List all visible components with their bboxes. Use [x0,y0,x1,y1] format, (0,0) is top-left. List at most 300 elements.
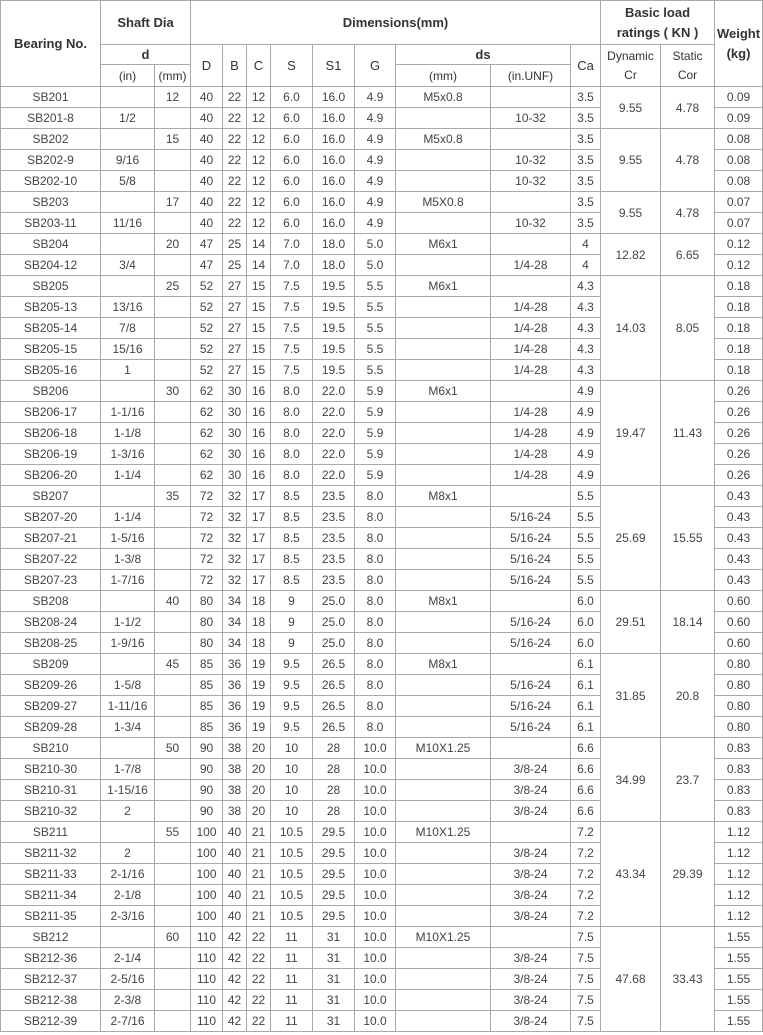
cell-bearing-no: SB208-25 [1,633,101,654]
cell-S1: 19.5 [313,318,355,339]
cell-ds-mm: M10X1.25 [396,822,491,843]
cell-weight: 0.18 [715,297,763,318]
cell-C: 15 [247,276,271,297]
cell-d-mm [155,339,191,360]
header-weight-line2: (kg) [726,45,751,61]
cell-D: 52 [191,360,223,381]
cell-ds-unf: 5/16-24 [491,696,571,717]
cell-weight: 0.07 [715,213,763,234]
cell-B: 32 [223,528,247,549]
cell-D: 72 [191,507,223,528]
header-dynamic-cr [601,45,661,87]
cell-bearing-no: SB209-28 [1,717,101,738]
cell-bearing-no: SB210-32 [1,801,101,822]
cell-C: 15 [247,339,271,360]
cell-d-mm: 25 [155,276,191,297]
cell-S1: 19.5 [313,339,355,360]
cell-D: 100 [191,885,223,906]
cell-C: 12 [247,213,271,234]
cell-d-in [101,738,155,759]
cell-S: 10.5 [271,906,313,927]
cell-C: 18 [247,633,271,654]
cell-d-mm [155,465,191,486]
cell-weight: 0.60 [715,633,763,654]
cell-bearing-no: SB212-36 [1,948,101,969]
cell-D: 100 [191,822,223,843]
cell-G: 5.0 [355,255,396,276]
cell-bearing-no: SB201-8 [1,108,101,129]
cell-D: 40 [191,192,223,213]
cell-S1: 16.0 [313,108,355,129]
cell-S1: 18.0 [313,255,355,276]
cell-ds-unf: 5/16-24 [491,528,571,549]
cell-ds-mm [396,255,491,276]
cell-C: 19 [247,675,271,696]
cell-weight: 0.18 [715,339,763,360]
cell-Ca: 6.6 [571,759,601,780]
cell-d-mm [155,444,191,465]
cell-S: 9 [271,591,313,612]
cell-ds-unf: 3/8-24 [491,801,571,822]
header-row-1 [1,1,763,45]
cell-bearing-no: SB212 [1,927,101,948]
cell-D: 62 [191,423,223,444]
cell-G: 10.0 [355,822,396,843]
cell-dynamic-cr: 9.55 [601,192,661,234]
cell-d-in: 1-1/2 [101,612,155,633]
cell-S: 9.5 [271,696,313,717]
cell-Ca: 4.3 [571,297,601,318]
cell-D: 80 [191,591,223,612]
cell-ds-mm [396,423,491,444]
cell-ds-unf [491,129,571,150]
cell-static-cor: 29.39 [661,822,715,927]
cell-S1: 16.0 [313,192,355,213]
cell-bearing-no: SB208 [1,591,101,612]
cell-S1: 25.0 [313,633,355,654]
cell-S1: 22.0 [313,423,355,444]
cell-D: 40 [191,87,223,108]
cell-S: 8.5 [271,507,313,528]
table-row [1,738,763,759]
cell-ds-unf: 5/16-24 [491,612,571,633]
cell-d-mm [155,570,191,591]
cell-weight: 0.26 [715,444,763,465]
cell-Ca: 6.1 [571,717,601,738]
cell-C: 12 [247,171,271,192]
cell-B: 30 [223,402,247,423]
cell-ds-unf: 5/16-24 [491,549,571,570]
cell-d-mm: 35 [155,486,191,507]
cell-bearing-no: SB206 [1,381,101,402]
cell-ds-unf: 1/4-28 [491,255,571,276]
header-dynamic-line2: Cr [624,67,637,82]
cell-d-mm [155,297,191,318]
cell-bearing-no: SB205-16 [1,360,101,381]
cell-bearing-no: SB207-23 [1,570,101,591]
cell-d-mm: 20 [155,234,191,255]
cell-S: 10 [271,759,313,780]
cell-Ca: 5.5 [571,549,601,570]
cell-G: 10.0 [355,738,396,759]
cell-G: 8.0 [355,591,396,612]
cell-bearing-no: SB212-39 [1,1011,101,1032]
cell-d-in [101,822,155,843]
cell-S1: 26.5 [313,696,355,717]
cell-S: 11 [271,990,313,1011]
cell-C: 14 [247,255,271,276]
cell-static-cor: 18.14 [661,591,715,654]
cell-d-in [101,234,155,255]
cell-bearing-no: SB202-9 [1,150,101,171]
cell-C: 16 [247,465,271,486]
cell-d-mm: 55 [155,822,191,843]
cell-C: 17 [247,507,271,528]
cell-B: 22 [223,171,247,192]
cell-S1: 28 [313,738,355,759]
header-dimensions: Dimensions(mm) [191,1,601,45]
cell-B: 27 [223,339,247,360]
cell-d-in: 7/8 [101,318,155,339]
cell-S: 7.0 [271,234,313,255]
header-bearing-no: Bearing No. [1,1,101,87]
cell-d-in: 1-5/16 [101,528,155,549]
cell-ds-unf: 10-32 [491,213,571,234]
cell-weight: 0.12 [715,234,763,255]
cell-B: 30 [223,423,247,444]
header-dim-D: D [191,45,223,87]
cell-Ca: 3.5 [571,213,601,234]
cell-C: 19 [247,717,271,738]
cell-d-mm [155,360,191,381]
cell-B: 22 [223,150,247,171]
cell-d-mm [155,885,191,906]
header-ds-unf: (in.UNF) [491,65,571,87]
header-dim-S1: S1 [313,45,355,87]
cell-D: 62 [191,444,223,465]
cell-C: 17 [247,528,271,549]
cell-G: 10.0 [355,801,396,822]
cell-S: 10.5 [271,885,313,906]
cell-ds-mm: M5x0.8 [396,129,491,150]
header-load-ratings-line1: Basic load [625,4,691,20]
cell-ds-unf: 3/8-24 [491,843,571,864]
cell-weight: 0.80 [715,696,763,717]
cell-weight: 1.12 [715,864,763,885]
cell-ds-unf: 5/16-24 [491,570,571,591]
cell-static-cor: 23.7 [661,738,715,822]
header-load-ratings-line2: ratings ( KN ) [616,24,699,40]
cell-S1: 25.0 [313,612,355,633]
cell-Ca: 3.5 [571,192,601,213]
cell-bearing-no: SB203-11 [1,213,101,234]
cell-D: 52 [191,318,223,339]
table-row [1,927,763,948]
cell-bearing-no: SB212-37 [1,969,101,990]
cell-S1: 28 [313,801,355,822]
cell-D: 52 [191,339,223,360]
cell-C: 20 [247,738,271,759]
cell-B: 34 [223,612,247,633]
cell-d-in: 1-3/4 [101,717,155,738]
cell-ds-mm: M10X1.25 [396,738,491,759]
cell-static-cor: 4.78 [661,192,715,234]
cell-ds-mm: M10X1.25 [396,927,491,948]
cell-ds-unf [491,927,571,948]
cell-G: 4.9 [355,87,396,108]
table-row [1,654,763,675]
cell-ds-unf: 5/16-24 [491,507,571,528]
cell-weight: 0.26 [715,402,763,423]
cell-ds-mm [396,906,491,927]
cell-d-in: 1-1/8 [101,423,155,444]
header-d-mm: (mm) [155,65,191,87]
cell-d-in: 1-3/16 [101,444,155,465]
cell-B: 34 [223,633,247,654]
cell-bearing-no: SB211-34 [1,885,101,906]
cell-ds-mm [396,675,491,696]
cell-S: 8.0 [271,402,313,423]
cell-B: 40 [223,843,247,864]
cell-G: 4.9 [355,108,396,129]
cell-B: 32 [223,549,247,570]
cell-D: 62 [191,465,223,486]
cell-C: 16 [247,423,271,444]
cell-S: 11 [271,948,313,969]
cell-d-mm [155,990,191,1011]
cell-C: 20 [247,759,271,780]
cell-S: 11 [271,1011,313,1032]
cell-C: 18 [247,612,271,633]
cell-d-mm [155,150,191,171]
cell-B: 32 [223,570,247,591]
cell-S: 8.5 [271,549,313,570]
cell-D: 85 [191,675,223,696]
cell-d-mm [155,780,191,801]
cell-S1: 31 [313,948,355,969]
cell-dynamic-cr: 12.82 [601,234,661,276]
cell-B: 42 [223,948,247,969]
header-load-ratings [601,1,715,45]
cell-G: 4.9 [355,192,396,213]
cell-G: 8.0 [355,717,396,738]
cell-C: 22 [247,990,271,1011]
cell-d-in [101,654,155,675]
cell-ds-mm [396,549,491,570]
cell-Ca: 6.1 [571,654,601,675]
cell-d-in: 1-7/16 [101,570,155,591]
cell-G: 10.0 [355,885,396,906]
cell-d-in: 2-3/16 [101,906,155,927]
table-row [1,822,763,843]
cell-Ca: 4.9 [571,381,601,402]
cell-C: 16 [247,444,271,465]
cell-weight: 1.55 [715,927,763,948]
cell-S1: 29.5 [313,906,355,927]
cell-B: 36 [223,696,247,717]
cell-G: 5.9 [355,465,396,486]
cell-Ca: 3.5 [571,150,601,171]
cell-B: 25 [223,234,247,255]
cell-weight: 0.43 [715,486,763,507]
cell-dynamic-cr: 43.34 [601,822,661,927]
cell-bearing-no: SB208-24 [1,612,101,633]
cell-B: 36 [223,654,247,675]
cell-G: 10.0 [355,969,396,990]
cell-ds-mm [396,171,491,192]
cell-d-mm [155,801,191,822]
cell-B: 22 [223,108,247,129]
cell-S1: 22.0 [313,465,355,486]
cell-D: 40 [191,213,223,234]
cell-ds-unf: 3/8-24 [491,780,571,801]
cell-d-in: 1-3/8 [101,549,155,570]
cell-S: 9.5 [271,654,313,675]
cell-S: 9.5 [271,717,313,738]
cell-B: 42 [223,990,247,1011]
cell-ds-unf [491,381,571,402]
cell-S1: 23.5 [313,570,355,591]
cell-Ca: 6.6 [571,738,601,759]
cell-G: 5.9 [355,402,396,423]
cell-S: 6.0 [271,87,313,108]
cell-B: 27 [223,318,247,339]
cell-ds-unf: 1/4-28 [491,360,571,381]
cell-S1: 16.0 [313,87,355,108]
cell-ds-unf: 1/4-28 [491,339,571,360]
cell-S1: 23.5 [313,528,355,549]
cell-ds-unf: 5/16-24 [491,633,571,654]
cell-C: 16 [247,381,271,402]
cell-S: 8.0 [271,444,313,465]
cell-D: 90 [191,780,223,801]
cell-ds-unf: 1/4-28 [491,465,571,486]
cell-d-in: 11/16 [101,213,155,234]
cell-D: 40 [191,150,223,171]
cell-d-mm [155,108,191,129]
cell-G: 8.0 [355,675,396,696]
cell-S: 8.0 [271,423,313,444]
cell-bearing-no: SB210-30 [1,759,101,780]
cell-d-in: 2-3/8 [101,990,155,1011]
cell-d-mm: 40 [155,591,191,612]
cell-Ca: 7.2 [571,822,601,843]
cell-weight: 0.43 [715,507,763,528]
cell-ds-unf: 1/4-28 [491,318,571,339]
cell-ds-unf: 1/4-28 [491,402,571,423]
cell-ds-mm [396,360,491,381]
header-static-cor [661,45,715,87]
cell-C: 19 [247,654,271,675]
cell-G: 8.0 [355,696,396,717]
cell-S1: 22.0 [313,381,355,402]
cell-D: 80 [191,612,223,633]
cell-Ca: 3.5 [571,129,601,150]
cell-d-mm [155,402,191,423]
cell-S: 10.5 [271,864,313,885]
cell-d-mm [155,171,191,192]
cell-D: 110 [191,927,223,948]
cell-G: 8.0 [355,528,396,549]
cell-Ca: 4.9 [571,423,601,444]
cell-D: 85 [191,654,223,675]
cell-ds-mm [396,696,491,717]
cell-D: 47 [191,255,223,276]
cell-Ca: 3.5 [571,108,601,129]
cell-D: 85 [191,696,223,717]
cell-D: 72 [191,528,223,549]
cell-d-in: 1-1/16 [101,402,155,423]
cell-d-in: 1/2 [101,108,155,129]
cell-d-in: 1-11/16 [101,696,155,717]
cell-ds-mm [396,570,491,591]
cell-weight: 1.12 [715,822,763,843]
cell-ds-mm [396,801,491,822]
cell-weight: 0.08 [715,129,763,150]
cell-G: 4.9 [355,213,396,234]
header-weight-line1: Weight [716,25,761,41]
cell-Ca: 3.5 [571,87,601,108]
cell-d-mm [155,948,191,969]
cell-ds-mm [396,339,491,360]
cell-S1: 22.0 [313,444,355,465]
cell-C: 16 [247,402,271,423]
cell-D: 52 [191,276,223,297]
cell-S1: 29.5 [313,864,355,885]
header-dynamic-line1: Dynamic [607,48,654,63]
cell-S1: 26.5 [313,675,355,696]
cell-bearing-no: SB211 [1,822,101,843]
cell-B: 30 [223,381,247,402]
cell-G: 10.0 [355,927,396,948]
cell-ds-mm: M6x1 [396,234,491,255]
cell-S: 6.0 [271,192,313,213]
cell-S1: 16.0 [313,129,355,150]
cell-ds-unf: 3/8-24 [491,906,571,927]
cell-weight: 0.80 [715,717,763,738]
cell-bearing-no: SB205-14 [1,318,101,339]
cell-B: 40 [223,864,247,885]
cell-ds-unf [491,591,571,612]
cell-static-cor: 4.78 [661,129,715,192]
cell-Ca: 4.9 [571,444,601,465]
cell-weight: 0.83 [715,759,763,780]
header-d: d [101,45,191,65]
cell-bearing-no: SB201 [1,87,101,108]
cell-C: 22 [247,948,271,969]
cell-d-mm [155,675,191,696]
cell-B: 30 [223,444,247,465]
cell-B: 42 [223,927,247,948]
cell-C: 21 [247,822,271,843]
cell-S: 10 [271,738,313,759]
cell-Ca: 5.5 [571,507,601,528]
cell-C: 21 [247,843,271,864]
cell-Ca: 4.3 [571,318,601,339]
cell-C: 17 [247,549,271,570]
cell-D: 110 [191,969,223,990]
cell-C: 15 [247,297,271,318]
cell-D: 72 [191,570,223,591]
cell-d-mm [155,696,191,717]
header-dim-S: S [271,45,313,87]
cell-bearing-no: SB206-18 [1,423,101,444]
cell-S1: 19.5 [313,360,355,381]
cell-Ca: 4.9 [571,465,601,486]
cell-ds-mm [396,864,491,885]
cell-ds-unf: 10-32 [491,108,571,129]
cell-D: 110 [191,990,223,1011]
